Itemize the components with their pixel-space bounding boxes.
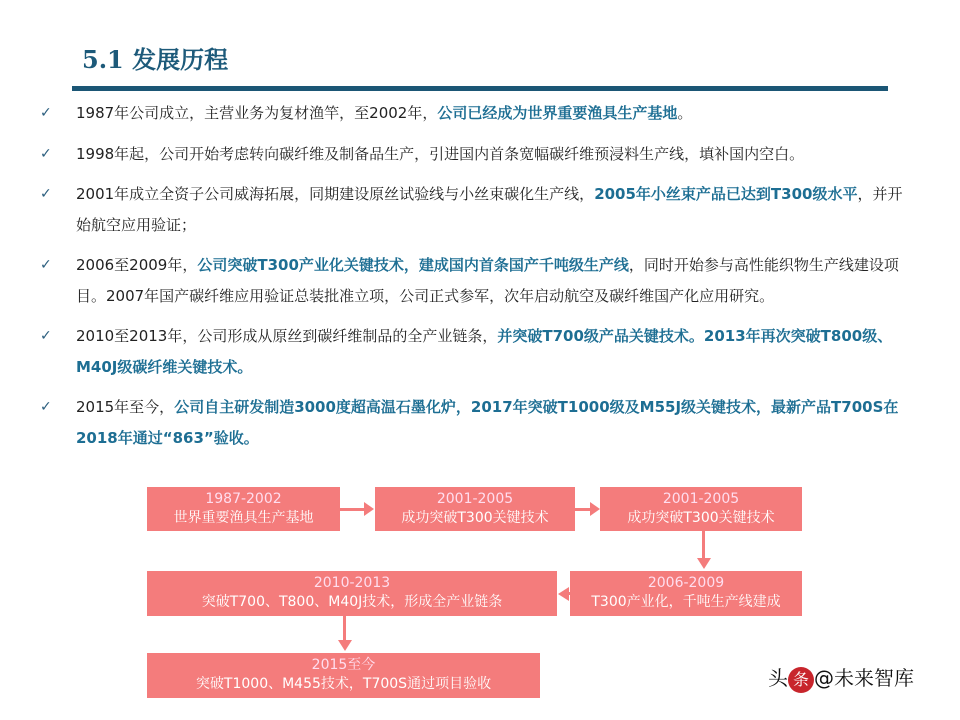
flow-box-3 [600,487,802,531]
flow-text: 成功突破T300关键技术 [627,510,775,526]
flow-year: 1987-2002 [205,491,282,507]
flow-text: 成功突破T300关键技术 [401,510,549,526]
check-icon: ✓ [40,105,52,121]
bullet-text: 2001年成立全资子公司威海拓展，同期建设原丝试验线与小丝束碳化生产线， [76,185,595,203]
bullet-text: 1987年公司成立，主营业务为复材渔竿，至2002年， [76,104,438,122]
bullet-text: 2010至2013年，公司形成从原丝到碳纤维制品的全产业链条， [76,327,498,345]
bullet-item [40,139,910,170]
highlight-text: 公司自主研发制造3000度超高温石墨化炉，2017年突破T1000级及M55J级关键技术，最新产品T700S在2018年通过“863”验收。 [76,398,899,447]
flow-text: 世界重要渔具生产基地 [173,510,314,526]
bullet-text: 2006至2009年， [76,256,198,274]
arrowhead-icon [558,587,569,601]
flow-text: T300产业化，千吨生产线建成 [591,594,781,610]
arrow-down-icon [702,531,705,561]
bullet-text: ，同时开始参与高性能织物生产线建设项目。2007年国产碳纤维应用验证总装批准立项，公司正式参军，次年启动航空及碳纤维国产化应用研究。 [76,256,899,305]
check-icon: ✓ [40,399,52,415]
bullet-text: 1998年起，公司开始考虑转向碳纤维及制备品生产，引进国内首条宽幅碳纤维预浸料生产线，填补国内空白。 [76,144,805,163]
watermark [768,662,914,693]
flow-year: 2010-2013 [313,575,391,591]
flow-box-2 [375,487,575,531]
arrow-down-icon [343,616,346,642]
flow-text: 突破T1000、M455技术，T700S通过项目验收 [195,676,492,692]
flow-box-6 [147,653,540,698]
arrowhead-icon [590,502,600,516]
check-icon: ✓ [40,145,52,162]
bullet-text: 。 [677,104,693,122]
flow-year: 2001-2005 [662,491,740,507]
bullet-text: ，并开始航空应用验证； [76,185,903,234]
watermark-seal: 条 [788,667,814,693]
flow-box-5 [147,571,557,616]
bullet-item [40,392,910,453]
bullet-item [40,250,910,311]
flow-year: 2006-2009 [647,575,725,591]
title-divider [72,86,888,91]
highlight-text: 2005年小丝束产品已达到T300级水平 [594,185,858,203]
arrowhead-icon [338,640,352,651]
arrowhead-icon [697,558,711,569]
check-icon: ✓ [40,257,52,273]
check-icon: ✓ [40,186,52,202]
watermark-text: @未来智库 [814,666,914,690]
bullet-item [40,179,910,240]
highlight-text: 并突破T700级产品关键技术。2013年再次突破T800级、M40J级碳纤维关键技术。 [76,327,893,376]
page-title: 5.1 发展历程 [82,45,229,74]
check-icon: ✓ [40,328,52,344]
bullet-list [40,98,910,463]
bullet-text: 2015年至今， [76,398,175,416]
arrowhead-icon [364,502,374,516]
bullet-item [40,321,910,382]
flow-year: 2001-2005 [436,491,514,507]
flow-box-4 [570,571,802,616]
watermark-prefix: 头 [768,666,788,690]
bullet-item [40,98,910,129]
flow-text: 突破T700、T800、M40J技术，形成全产业链条 [201,594,503,610]
highlight-text: 公司突破T300产业化关键技术，建成国内首条国产千吨级生产线 [197,256,629,274]
flow-box-1 [147,487,340,531]
highlight-text: 公司已经成为世界重要渔具生产基地 [437,104,678,122]
flow-year: 2015至今 [311,657,376,673]
